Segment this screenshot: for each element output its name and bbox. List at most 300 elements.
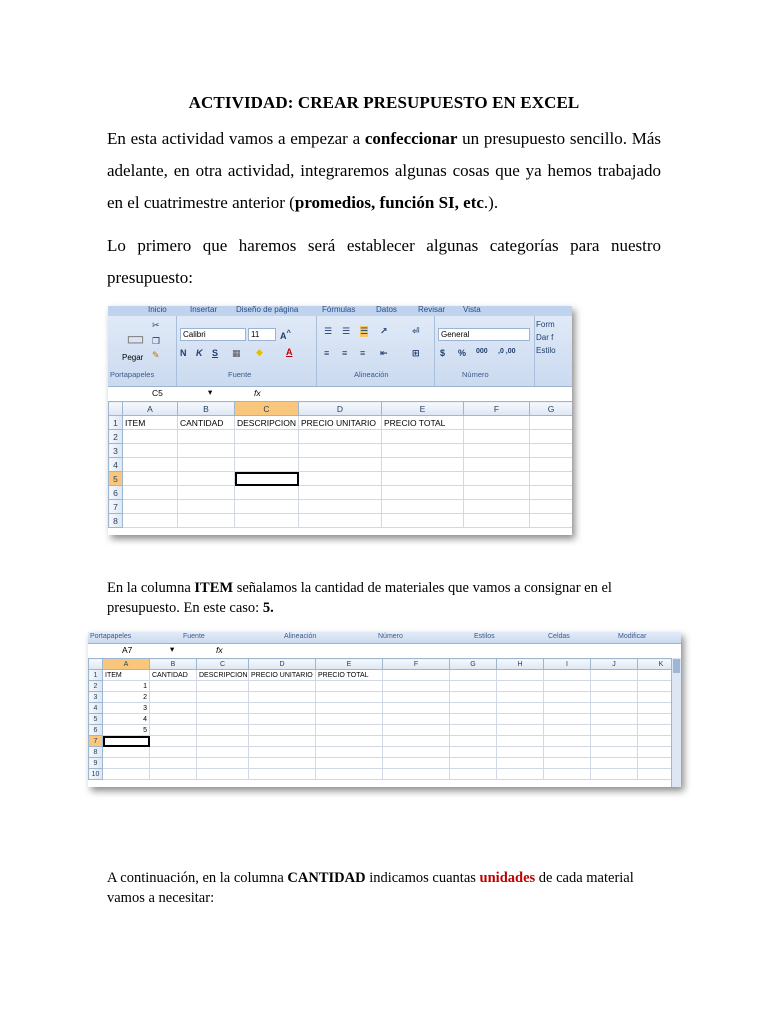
cell-a4[interactable]: 3 [103,703,150,714]
row-header-1[interactable]: 1 [109,416,123,430]
cell-d3[interactable] [249,692,316,703]
column-header-d[interactable]: D [249,659,316,670]
table-row [109,514,573,528]
align-bottom-icon[interactable]: ☰ [360,326,369,336]
cell-d6[interactable] [249,725,316,736]
cell-b7[interactable] [150,736,197,747]
percent-icon[interactable]: % [458,348,467,358]
cell-i2[interactable] [544,681,591,692]
cell-h10[interactable] [497,769,544,780]
cell-g10[interactable] [450,769,497,780]
select-all-corner[interactable] [89,659,103,670]
cell-b5[interactable] [178,472,235,486]
column-header-e[interactable]: E [382,402,464,416]
cell-a1[interactable]: ITEM [123,416,178,430]
group-label-clipboard: Portapapeles [110,370,155,379]
cell-a5[interactable] [123,472,178,486]
currency-icon[interactable]: $ [440,348,446,358]
column-header-h[interactable]: H [497,659,544,670]
column-header-b[interactable]: B [178,402,235,416]
column-header-row [89,659,682,670]
cell-f7[interactable] [383,736,450,747]
cell-a7[interactable] [123,500,178,514]
cell-j6[interactable] [591,725,638,736]
cell-g8[interactable] [450,747,497,758]
cell-g5[interactable] [530,472,573,486]
wrap-text-icon[interactable]: ⏎ [412,326,420,336]
cell-i1[interactable] [544,670,591,681]
cell-e9[interactable] [316,758,383,769]
text-run: .). [483,193,499,212]
group-font [176,316,317,386]
table-row [109,458,573,472]
cell-g6[interactable] [450,725,497,736]
cell-i5[interactable] [544,714,591,725]
cell-c7[interactable] [197,736,249,747]
cell-c2[interactable] [197,681,249,692]
cell-d6[interactable] [299,486,382,500]
cell-j7[interactable] [591,736,638,747]
cell-e6[interactable] [316,725,383,736]
cell-d7[interactable] [299,500,382,514]
group-clipboard [108,316,177,386]
excel-screenshot-categories [108,306,572,535]
row-header-5[interactable]: 5 [89,714,103,725]
scrollbar-thumb[interactable] [673,659,680,673]
cell-a3[interactable] [123,444,178,458]
group-label-clipboard: Portapapeles [90,633,132,640]
cell-c5[interactable] [235,472,299,486]
row-header-7[interactable]: 7 [109,500,123,514]
table-row [89,736,682,747]
cell-b3[interactable] [150,692,197,703]
cell-f2[interactable] [464,430,530,444]
cell-d7[interactable] [249,736,316,747]
cell-b4[interactable] [150,703,197,714]
cell-d8[interactable] [299,514,382,528]
merge-icon[interactable]: ⊞ [412,348,420,358]
font-size-select[interactable]: 11 [248,328,276,341]
categories-paragraph: Lo primero que haremos será establecer algunas categorías para nuestro presupuesto: [107,236,661,287]
row-header-9[interactable]: 9 [89,758,103,769]
cell-e7[interactable] [382,500,464,514]
align-left-icon[interactable]: ≡ [324,348,330,358]
row-header-1[interactable]: 1 [89,670,103,681]
cell-b7[interactable] [178,500,235,514]
paste-icon[interactable]: ▭ [126,328,145,350]
group-label-alignment: Alineación [284,633,317,640]
row-header-8[interactable]: 8 [109,514,123,528]
cell-c4[interactable] [197,703,249,714]
function-icon[interactable]: fx [216,645,223,655]
cell-a6[interactable]: 5 [103,725,150,736]
ribbon [108,306,572,386]
cell-f8[interactable] [464,514,530,528]
cell-e10[interactable] [316,769,383,780]
group-label-font: Fuente [228,370,252,379]
cell-g5[interactable] [450,714,497,725]
cell-i7[interactable] [544,736,591,747]
cell-e4[interactable] [316,703,383,714]
cell-a1[interactable]: ITEM [103,670,150,681]
cell-c3[interactable] [197,692,249,703]
cell-h7[interactable] [497,736,544,747]
cell-e3[interactable] [382,444,464,458]
cell-d3[interactable] [299,444,382,458]
page-title: ACTIVIDAD: CREAR PRESUPUESTO EN EXCEL [188,93,580,112]
column-header-c[interactable]: C [235,402,299,416]
group-label-number: Número [462,370,489,379]
table-row [89,681,682,692]
conditional-format-button[interactable]: Form [536,320,555,329]
cell-a8[interactable] [103,747,150,758]
formula-bar [88,643,681,659]
align-top-icon[interactable]: ☰ [324,326,333,336]
cell-g7[interactable] [450,736,497,747]
cell-c2[interactable] [235,430,299,444]
cell-h8[interactable] [497,747,544,758]
cell-d10[interactable] [249,769,316,780]
cell-b4[interactable] [178,458,235,472]
cell-b5[interactable] [150,714,197,725]
group-label-cells: Celdas [548,633,570,640]
decimals-icon[interactable]: ,0 ,00 [498,348,516,355]
cell-h3[interactable] [497,692,544,703]
cell-c1[interactable]: DESCRIPCION [235,416,299,430]
group-label-styles: Estilos [474,633,495,640]
cell-f1[interactable] [464,416,530,430]
cell-a5[interactable]: 4 [103,714,150,725]
function-icon[interactable]: fx [254,388,261,398]
cell-f3[interactable] [383,692,450,703]
cell-g3[interactable] [530,444,573,458]
cell-h2[interactable] [497,681,544,692]
cell-g2[interactable] [530,430,573,444]
italic-icon[interactable]: K [196,348,203,358]
cell-b1[interactable]: CANTIDAD [150,670,197,681]
cell-g2[interactable] [450,681,497,692]
cell-g3[interactable] [450,692,497,703]
cell-f5[interactable] [464,472,530,486]
paste-label[interactable]: Pegar [122,353,144,362]
row-header-4[interactable]: 4 [89,703,103,714]
bold-text: 5. [262,600,274,616]
cell-c6[interactable] [197,725,249,736]
cell-f1[interactable] [383,670,450,681]
cell-g4[interactable] [530,458,573,472]
cell-c8[interactable] [235,514,299,528]
text-run: indicamos cuantas [365,870,480,886]
cell-f2[interactable] [383,681,450,692]
cell-g9[interactable] [450,758,497,769]
row-header-10[interactable]: 10 [89,769,103,780]
cell-f4[interactable] [383,703,450,714]
column-header-row [109,402,573,416]
row-header-6[interactable]: 6 [109,486,123,500]
group-number [434,316,535,386]
cell-e1[interactable]: PRECIO TOTAL [316,670,383,681]
cell-c10[interactable] [197,769,249,780]
table-row [89,758,682,769]
cell-e2[interactable] [382,430,464,444]
cell-d8[interactable] [249,747,316,758]
cell-a2[interactable]: 1 [103,681,150,692]
ribbon-group-labels [88,632,681,643]
cell-i6[interactable] [544,725,591,736]
cell-e4[interactable] [382,458,464,472]
cell-a10[interactable] [103,769,150,780]
text-run: de cada material vamos a necesitar: [107,870,634,906]
font-name-select[interactable]: Calibri [180,328,246,341]
row-header-2[interactable]: 2 [89,681,103,692]
table-row [89,670,682,681]
row-header-6[interactable]: 6 [89,725,103,736]
column-header-f[interactable]: F [464,402,530,416]
tab-insertar[interactable]: Insertar [190,306,218,314]
text-run: En esta actividad vamos a empezar a [107,129,365,148]
cell-e7[interactable] [316,736,383,747]
cell-g1[interactable] [450,670,497,681]
thousands-icon[interactable]: 000 [476,348,488,355]
cell-c4[interactable] [235,458,299,472]
row-header-3[interactable]: 3 [109,444,123,458]
bold-text: confeccionar [364,129,458,148]
cell-e8[interactable] [316,747,383,758]
table-row [89,747,682,758]
vertical-scrollbar[interactable] [671,658,681,787]
cell-g7[interactable] [530,500,573,514]
table-row [89,725,682,736]
cell-h6[interactable] [497,725,544,736]
cell-b2[interactable] [178,430,235,444]
align-center-icon[interactable]: ≡ [342,348,348,358]
table-row [109,500,573,514]
grow-font-icon[interactable]: A^ [280,328,291,341]
row-header-7[interactable]: 7 [89,736,103,747]
text-run: A continuación, en la columna [107,870,288,886]
tab-inicio[interactable]: Inicio [148,306,167,314]
cell-a3[interactable]: 2 [103,692,150,703]
orientation-icon[interactable]: ↗ [380,326,388,336]
indent-icon[interactable]: ⇤ [380,348,388,358]
cell-j4[interactable] [591,703,638,714]
tab-vista[interactable]: Vista [463,306,481,314]
cell-e2[interactable] [316,681,383,692]
fill-color-icon[interactable]: ◆ [256,347,263,357]
cell-f3[interactable] [464,444,530,458]
row-header-8[interactable]: 8 [89,747,103,758]
cell-a4[interactable] [123,458,178,472]
cell-g4[interactable] [450,703,497,714]
tab-revisar[interactable]: Revisar [418,306,446,314]
table-row [109,486,573,500]
cell-d9[interactable] [249,758,316,769]
font-color-icon[interactable]: A [286,347,293,357]
chevron-down-icon[interactable]: ▾ [208,387,213,397]
cell-f5[interactable] [383,714,450,725]
cell-b1[interactable]: CANTIDAD [178,416,235,430]
cell-f7[interactable] [464,500,530,514]
cell-j5[interactable] [591,714,638,725]
row-header-5[interactable]: 5 [109,472,123,486]
format-painter-icon[interactable]: ✎ [152,350,160,360]
cell-h5[interactable] [497,714,544,725]
align-middle-icon[interactable]: ☰ [342,326,351,336]
cell-a2[interactable] [123,430,178,444]
cell-b6[interactable] [150,725,197,736]
cell-e1[interactable]: PRECIO TOTAL [382,416,464,430]
cell-g6[interactable] [530,486,573,500]
intro-paragraph [107,123,661,219]
table-row [109,430,573,444]
cell-d1[interactable]: PRECIO UNITARIO [249,670,316,681]
bold-text: ITEM [194,580,234,596]
column-header-f[interactable]: F [383,659,450,670]
cell-f6[interactable] [383,725,450,736]
column-header-j[interactable]: J [591,659,638,670]
group-label-edit: Modificar [618,633,647,640]
cell-d2[interactable] [249,681,316,692]
tab-formulas[interactable]: Fórmulas [322,306,356,314]
row-header-2[interactable]: 2 [109,430,123,444]
cell-b6[interactable] [178,486,235,500]
column-header-d[interactable]: D [299,402,382,416]
name-box[interactable]: C5 [152,388,163,398]
cell-j1[interactable] [591,670,638,681]
underline-icon[interactable]: S [212,348,219,358]
cell-g1[interactable] [530,416,573,430]
cell-a6[interactable] [123,486,178,500]
formula-bar [108,386,572,402]
cell-b10[interactable] [150,769,197,780]
cell-f8[interactable] [383,747,450,758]
cell-c1[interactable]: DESCRIPCION [197,670,249,681]
chevron-down-icon[interactable]: ▾ [170,644,175,654]
cell-b2[interactable] [150,681,197,692]
cell-h1[interactable] [497,670,544,681]
table-row [109,416,573,430]
column-header-i[interactable]: I [544,659,591,670]
cell-c9[interactable] [197,758,249,769]
cell-i10[interactable] [544,769,591,780]
cell-e8[interactable] [382,514,464,528]
group-styles [536,320,572,355]
text-run: un presupuesto sencillo. Más adelante, en otra actividad, integraremos algunas cosas que ya hemos trabajado en el cuatrimestre anterior ( [107,129,661,212]
cell-d2[interactable] [299,430,382,444]
cell-d5[interactable] [249,714,316,725]
excel-screenshot-items [88,632,681,787]
column-header-g[interactable]: G [530,402,573,416]
group-alignment [316,316,435,386]
bold-icon[interactable]: N [180,348,187,358]
cell-d1[interactable]: PRECIO UNITARIO [299,416,382,430]
cell-i4[interactable] [544,703,591,714]
item-paragraph [107,578,667,618]
spreadsheet-grid [88,658,681,780]
table-row [89,692,682,703]
cell-h4[interactable] [497,703,544,714]
table-row [109,472,573,486]
column-header-a[interactable]: A [123,402,178,416]
number-format-select[interactable]: General [438,328,530,341]
cell-b8[interactable] [178,514,235,528]
column-header-k[interactable]: K [638,659,682,670]
column-header-b[interactable]: B [150,659,197,670]
cell-e6[interactable] [382,486,464,500]
text-run: En la columna [107,580,195,596]
cell-c3[interactable] [235,444,299,458]
column-header-e[interactable]: E [316,659,383,670]
column-header-c[interactable]: C [197,659,249,670]
cell-b8[interactable] [150,747,197,758]
cell-b9[interactable] [150,758,197,769]
cell-d4[interactable] [299,458,382,472]
highlight-text: unidades [479,870,536,886]
cell-j2[interactable] [591,681,638,692]
ribbon-tabs [108,306,572,316]
cell-f4[interactable] [464,458,530,472]
text-run: señalamos la cantidad de materiales que vamos a consignar en el presupuesto. En este caso: [107,580,612,616]
table-row [89,769,682,780]
copy-icon[interactable]: ❐ [152,336,161,346]
cell-e5[interactable] [316,714,383,725]
cut-icon[interactable]: ✂ [152,320,160,330]
cell-h9[interactable] [497,758,544,769]
cell-c5[interactable] [197,714,249,725]
cell-e5[interactable] [382,472,464,486]
group-label-alignment: Alineación [354,370,389,379]
cell-c7[interactable] [235,500,299,514]
cell-styles-button[interactable]: Estilo [536,346,556,355]
group-label-font: Fuente [183,633,205,640]
cell-a7[interactable] [103,736,150,747]
table-row [89,703,682,714]
cell-i9[interactable] [544,758,591,769]
name-box[interactable]: A7 [122,645,133,655]
cell-c8[interactable] [197,747,249,758]
tab-diseno[interactable]: Diseño de página [236,306,299,314]
cell-a8[interactable] [123,514,178,528]
tab-datos[interactable]: Datos [376,306,397,314]
cell-e3[interactable] [316,692,383,703]
cell-f6[interactable] [464,486,530,500]
borders-icon[interactable]: ▦ [232,348,241,358]
cell-i3[interactable] [544,692,591,703]
cell-d5[interactable] [299,472,382,486]
cell-j8[interactable] [591,747,638,758]
bold-text: CANTIDAD [287,870,366,886]
cell-g8[interactable] [530,514,573,528]
cell-a9[interactable] [103,758,150,769]
cell-i8[interactable] [544,747,591,758]
cell-j3[interactable] [591,692,638,703]
table-row [89,714,682,725]
column-header-a[interactable]: A [103,659,150,670]
cell-j10[interactable] [591,769,638,780]
cell-c6[interactable] [235,486,299,500]
row-header-4[interactable]: 4 [109,458,123,472]
cell-j9[interactable] [591,758,638,769]
select-all-corner[interactable] [109,402,123,416]
cell-d4[interactable] [249,703,316,714]
cell-f9[interactable] [383,758,450,769]
column-header-g[interactable]: G [450,659,497,670]
cell-f10[interactable] [383,769,450,780]
format-table-button[interactable]: Dar f [536,333,554,342]
cell-b3[interactable] [178,444,235,458]
align-right-icon[interactable]: ≡ [360,348,366,358]
row-header-3[interactable]: 3 [89,692,103,703]
